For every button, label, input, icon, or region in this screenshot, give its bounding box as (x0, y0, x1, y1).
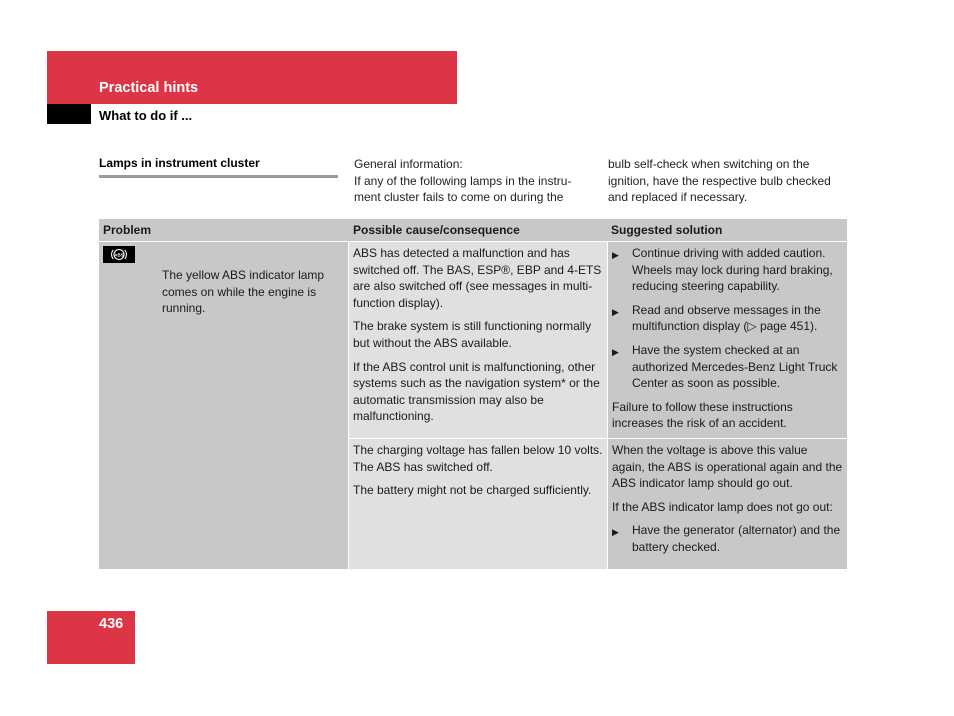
problem-text: The yellow ABS indicator lamp comes on while the engine is running. (162, 268, 325, 316)
solution-step: ▶ Read and observe messages in the multifunction display (▷ page 451). (612, 302, 821, 334)
table-row (349, 242, 847, 439)
bullet-arrow-icon: ▶ (612, 527, 619, 538)
cause-cell (349, 242, 607, 438)
subsection-marker (47, 104, 91, 124)
abs-indicator-icon (103, 246, 135, 263)
bullet-arrow-icon: ▶ (612, 306, 619, 317)
solution-paragraph: If the ABS indicator lamp does not go out: (612, 499, 833, 514)
bullet-arrow-icon: ▶ (612, 346, 619, 357)
solution-cell (608, 439, 847, 569)
cause-paragraph: The charging voltage has fallen below 10 volts. The ABS has switched off. (353, 442, 603, 474)
general-info-col1: General information: If any of the following lamps in the instru- ment cluster fails to come on during the (354, 157, 572, 205)
bullet-arrow-icon: ▶ (612, 250, 619, 260)
solution-paragraph: When the voltage is above this value again, the ABS is operational again and the ABS indicator lamp should go out. (612, 442, 843, 491)
cause-cell (349, 439, 607, 569)
cause-paragraph: The battery might not be charged sufficiently. (353, 483, 592, 498)
table-header-row (99, 219, 847, 242)
section-header-band (47, 51, 457, 104)
topic-heading: Lamps in instrument cluster (99, 156, 338, 178)
header-cause: Possible cause/consequence (353, 223, 520, 237)
cause-paragraph: ABS has detected a malfunction and has switched off. The BAS, ESP®, EBP and 4-ETS are also switched off (see messages in multi-function display). (353, 246, 602, 310)
page-number: 436 (99, 616, 124, 632)
solution-step: ▶ Have the system checked at an authorized Mercedes-Benz Light Truck Center as soon as possible. (612, 342, 838, 391)
svg-text:ABS: ABS (114, 252, 124, 258)
general-info-col2: bulb self-check when switching on the ignition, have the respective bulb checked and replaced if necessary. (608, 157, 831, 205)
table-row (349, 439, 847, 569)
troubleshooting-table (99, 219, 847, 569)
problem-cell (99, 242, 348, 569)
solution-step: ▶ Have the generator (alternator) and the battery checked. (612, 523, 841, 554)
cause-paragraph: If the ABS control unit is malfunctioning, other systems such as the navigation system* or the automatic transmission may also be malfunctioning. (353, 359, 600, 424)
warning-note: Failure to follow these instructions increases the risk of an accident. (612, 399, 793, 431)
subsection-title: What to do if ... (99, 108, 193, 123)
solution-step: ▶ Continue driving with added caution. Wheels may lock during hard braking, reducing steering capability. (612, 246, 833, 294)
header-problem: Problem (103, 223, 152, 237)
header-solution: Suggested solution (611, 223, 723, 237)
section-title: Practical hints (99, 80, 199, 96)
cause-paragraph: The brake system is still functioning normally but without the ABS available. (353, 319, 592, 350)
solution-cell (608, 242, 847, 438)
